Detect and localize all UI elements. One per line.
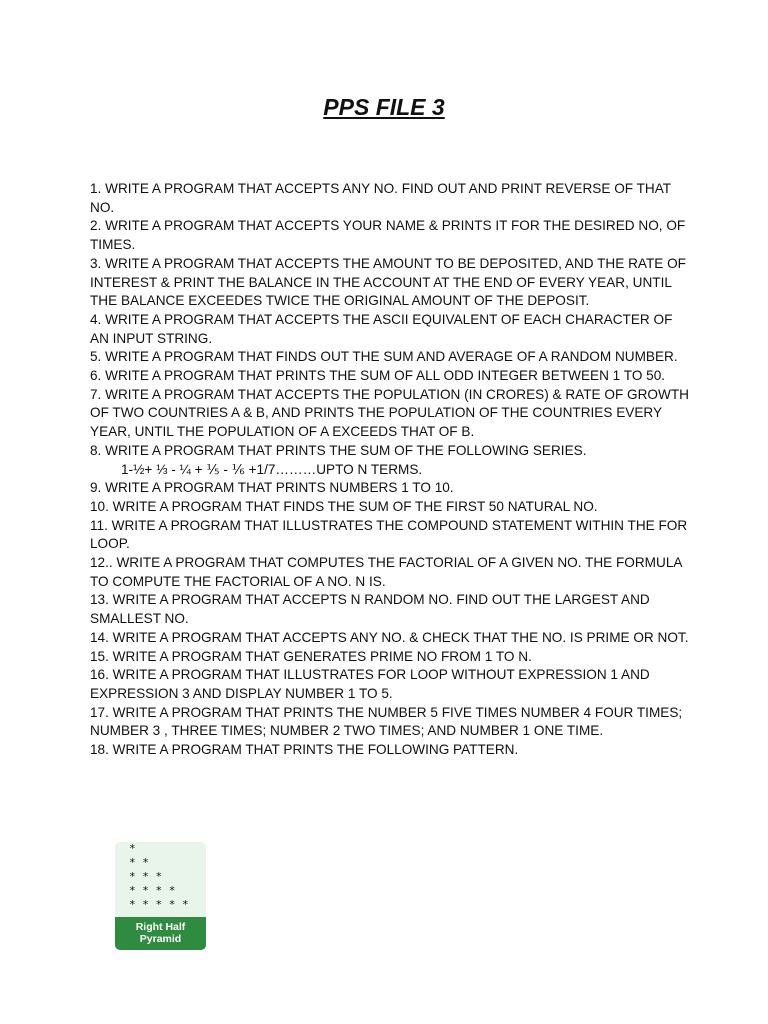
series-expression: 1-½+ ⅓ - ¼ + ⅕ - ⅙ +1/7………UPTO N TERMS. xyxy=(121,461,423,477)
list-item: 5. WRITE A PROGRAM THAT FINDS OUT THE SUM AND AVERAGE OF A RANDOM NUMBER. xyxy=(90,349,678,365)
page-title: PPS FILE 3 xyxy=(323,94,445,120)
list-item: 14. WRITE A PROGRAM THAT ACCEPTS ANY NO. & CHECK THAT THE NO. IS PRIME OR NOT. xyxy=(90,629,689,645)
pyramid-pattern-image xyxy=(115,842,206,950)
list-item: 11. WRITE A PROGRAM THAT ILLUSTRATES THE COMPOUND STATEMENT WITHIN THE FOR LOOP. xyxy=(90,517,688,552)
list-item: 18. WRITE A PROGRAM THAT PRINTS THE FOLLOWING PATTERN. xyxy=(90,742,519,758)
pyramid-label-line1: Right Half xyxy=(135,921,186,933)
list-item: 13. WRITE A PROGRAM THAT ACCEPTS N RANDOM NO. FIND OUT THE LARGEST AND SMALLEST NO. xyxy=(90,592,650,627)
star-pattern xyxy=(129,842,206,918)
list-item: 4. WRITE A PROGRAM THAT ACCEPTS THE ASCII EQUIVALENT OF EACH CHARACTER OF AN INPUT STRING. xyxy=(90,311,673,346)
star-row: * xyxy=(129,842,136,855)
star-row: * * * * xyxy=(129,884,176,897)
list-item: 9. WRITE A PROGRAM THAT PRINTS NUMBERS 1 TO 10. xyxy=(90,480,454,496)
list-item: 7. WRITE A PROGRAM THAT ACCEPTS THE POPULATION (IN CRORES) & RATE OF GROWTH OF TWO COUNTRIES A & B, AND PRINTS THE POPULATION OF THE COUNTRIES EVERY YEAR, UNTIL THE POPULATION OF A EXCEEDS THAT OF B. xyxy=(90,386,689,440)
star-row: * * xyxy=(129,856,149,869)
list-item: 16. WRITE A PROGRAM THAT ILLUSTRATES FOR LOOP WITHOUT EXPRESSION 1 AND EXPRESSION 3 AND DISPLAY NUMBER 1 TO 5. xyxy=(90,667,650,701)
list-item: 6. WRITE A PROGRAM THAT PRINTS THE SUM OF ALL ODD INTEGER BETWEEN 1 TO 50. xyxy=(90,368,666,384)
pyramid-label-line2: Pyramid xyxy=(139,932,182,945)
list-item: 15. WRITE A PROGRAM THAT GENERATES PRIME NO FROM 1 TO N. xyxy=(90,648,532,664)
list-item: 17. WRITE A PROGRAM THAT PRINTS THE NUMBER 5 FIVE TIMES NUMBER 4 FOUR TIMES; NUMBER 3 , THREE TIMES; NUMBER 2 TWO TIMES; AND NUMBER 1 ONE TIME. xyxy=(90,704,683,739)
list-item: 3. WRITE A PROGRAM THAT ACCEPTS THE AMOUNT TO BE DEPOSITED, AND THE RATE OF INTEREST & PRINT THE BALANCE IN THE ACCOUNT AT THE END OF EVERY YEAR, UNTIL THE BALANCE EXCEEDES TWICE THE ORIGINAL AMOUNT OF THE DEPOSIT. xyxy=(90,255,686,309)
star-row: * * * * * xyxy=(129,898,189,911)
list-item: 2. WRITE A PROGRAM THAT ACCEPTS YOUR NAME & PRINTS IT FOR THE DESIRED NO, OF TIMES. xyxy=(90,218,686,253)
question-list xyxy=(90,180,690,760)
star-row: * * * xyxy=(129,870,163,883)
list-item: 10. WRITE A PROGRAM THAT FINDS THE SUM OF THE FIRST 50 NATURAL NO. xyxy=(90,498,598,514)
pyramid-label-badge xyxy=(115,917,206,950)
list-item: 12.. WRITE A PROGRAM THAT COMPUTES THE FACTORIAL OF A GIVEN NO. THE FORMULA TO COMPUTE THE FACTORIAL OF A NO. N IS. xyxy=(90,555,682,589)
list-item: 1. WRITE A PROGRAM THAT ACCEPTS ANY NO. FIND OUT AND PRINT REVERSE OF THAT NO. xyxy=(90,181,671,215)
list-item: 8. WRITE A PROGRAM THAT PRINTS THE SUM OF THE FOLLOWING SERIES. xyxy=(90,442,587,458)
